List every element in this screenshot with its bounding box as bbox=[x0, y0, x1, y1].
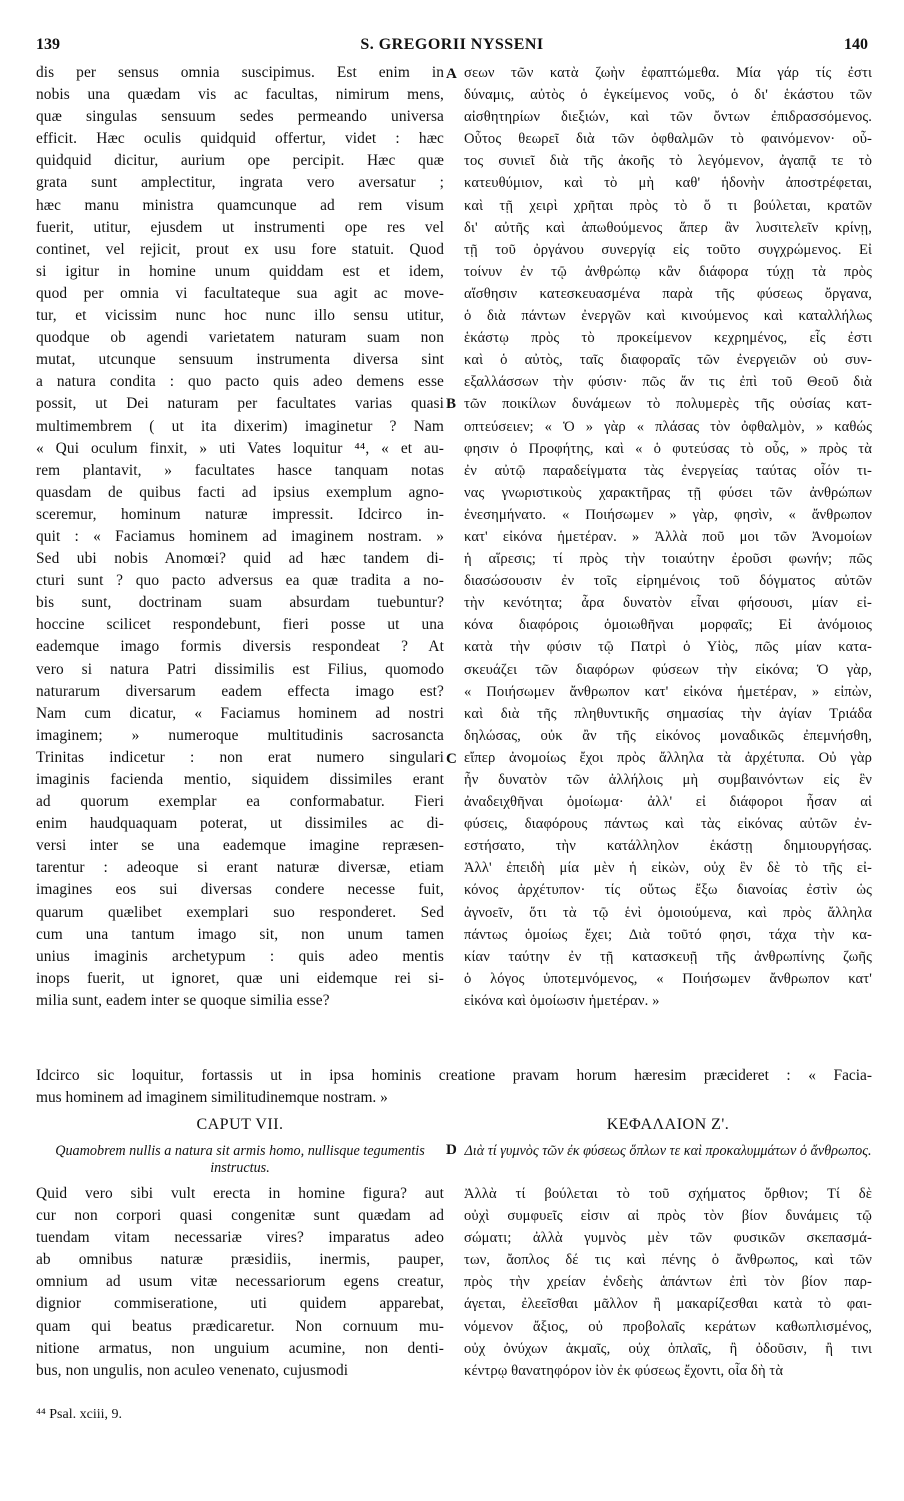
text-line: κόνος ἀρχέτυπον· τίς οὕτως ἔξω διανοίας ἐστὶν ὡς bbox=[464, 882, 872, 899]
text-line: mutat, utcunque sensuum instrumenta diversa sint bbox=[36, 351, 444, 369]
text-line: dis per sensus omnia suscipimus. Est enim in bbox=[36, 64, 444, 81]
text-line: Sed ubi nobis Anomœi? quid ad hæc tandem di- bbox=[36, 550, 444, 568]
chapter-subtitle-latin: Quamobrem nullis a natura sit armis homo, nullisque tegumentis instructus. bbox=[55, 1143, 425, 1176]
text-line: ἡ αἵρεσις; τί πρὸς τὴν τοιαύτην ἐροῦσι φωνήν; πῶς bbox=[464, 551, 872, 568]
text-line: bus, non ungulis, non aculeo venenato, cujusmodi bbox=[36, 1361, 349, 1379]
text-line: a natura condita : quo pacto quis adeo demens esse bbox=[36, 373, 444, 391]
text-line: κόνα διαφόροις ὁμοιωθῆναι μορφαῖς; Εἰ ἀνόμοιος bbox=[464, 617, 872, 634]
text-line: καὶ διὰ τῆς πληθυντικῆς σημασίας τὴν ἁγίαν Τριάδα bbox=[464, 705, 872, 722]
text-line: φύσεις, διαφόρους πάντως καὶ τὰς εἰκόνας αὐτῶν ἐν- bbox=[464, 816, 872, 833]
text-line: dignior commiseratione, uti quidem apparebat, bbox=[36, 1295, 444, 1313]
text-line: quod per omnia vi facultateque sua agit ac move- bbox=[36, 284, 444, 302]
text-line: δηλώσας, οὐκ ἂν τῆς εἰκόνος μοναδικῶς ἐπεμνήσθη, bbox=[464, 727, 872, 744]
text-line: Οὗτος θεωρεῖ διὰ τῶν ὀφθαλμῶν τὸ φαινόμενον· οὗ- bbox=[464, 131, 872, 148]
text-line: ὁ διὰ πάντων ἐνεργῶν καὶ κινούμενος καὶ καταλλήλως bbox=[464, 308, 872, 325]
text-line: imagines eos sui diversas condere necesse fuit, bbox=[36, 881, 444, 899]
text-line: grata sunt amplectitur, ingrata vero aversatur ; bbox=[36, 174, 444, 192]
text-line: « Ποιήσωμεν ἄνθρωπον κατ' εἰκόνα ἡμετέραν, » εἰπὼν, bbox=[464, 683, 872, 700]
text-line: τοίνυν ἐν τῷ ἀνθρώπῳ κἂν διάφορα τύχῃ τὰ πρὸς bbox=[464, 263, 872, 280]
text-line: εξαλλάσσων τὴν φύσιν· πῶς ἄν τις ἐπὶ τοῦ Θεοῦ διὰ bbox=[464, 374, 872, 391]
text-line: τος συνιεῖ διὰ τῆς ἀκοῆς τὸ λεγόμενον, ἀγαπᾷ τε τὸ bbox=[464, 153, 872, 170]
text-line: Ἀλλὰ τί βούλεται τὸ τοῦ σχήματος ὄρθιον; Τί δὲ bbox=[464, 1186, 872, 1202]
text-line: nobis una quædam vis ac facultas, nimirum mens, bbox=[36, 86, 444, 104]
running-title: S. GREGORII NYSSENI bbox=[360, 36, 544, 53]
chapter-subtitle-greek: Διὰ τί γυμνὸς τῶν ἐκ φύσεως ὅπλων τε καὶ προκαλυμμάτων ὁ ἄνθρωπος. bbox=[464, 1143, 872, 1159]
text-line: οὐχ ὀνύχων ἀκμαῖς, οὐχ ὁπλαῖς, ἢ ὀδοῦσιν, ἢ τινι bbox=[464, 1340, 872, 1357]
text-line: κέντρῳ θανατηφόρον ἰὸν ἐκ φύσεως ἔχοντι, οἷα δὴ τὰ bbox=[464, 1362, 784, 1379]
section-marker-a: A bbox=[446, 66, 457, 82]
text-line: multimembrem ( ut ita dixerim) imaginetur ? Nam bbox=[36, 417, 444, 435]
text-line: efficit. Hæc oculis quidquid offertur, videt : hæc bbox=[36, 130, 444, 148]
text-line: νόμενον ἄξιος, οὐ προβολαῖς κεράτων καθωπλισμένος, bbox=[464, 1318, 872, 1335]
text-line: ad quorum exemplar ea conformabatur. Fieri bbox=[36, 793, 444, 811]
text-line: δύναμις, αὐτὸς ὁ ἐγκείμενος νοῦς, ὁ δι' ἑκάστου τῶν bbox=[464, 87, 872, 104]
text-line: ab omnibus naturæ præsidiis, inermis, pauper, bbox=[36, 1251, 444, 1269]
text-line: ἀναδειχθῆναι ὁμοίωμα· ἀλλ' εἰ διάφοροι ἦσαν αἱ bbox=[464, 794, 872, 811]
text-line: quasdam de quibus facti ad ipsius exemplum agno- bbox=[36, 483, 444, 501]
text-line: οπτεύσειεν; « Ὁ » γὰρ « πλάσας τὸν ὀφθαλμὸν, » καθώς bbox=[464, 418, 872, 435]
text-line: bis sunt, doctrinam suam absurdam tuebuntur? bbox=[36, 594, 444, 612]
chapter-title-latin: CAPUT VII. bbox=[196, 1116, 284, 1133]
text-line: quit : « Faciamus hominem ad imaginem nostram. » bbox=[36, 527, 444, 545]
text-line: fuerit, utitur, ejusdem ut instrumenti ope res vel bbox=[36, 218, 444, 236]
text-line: possit, ut Dei naturam per facultates varias quasi bbox=[36, 395, 444, 413]
text-line: inops fuerit, ut ignoret, quæ uni eidemque rei si- bbox=[36, 969, 444, 987]
text-line: εἴπερ ἀνομοίως ἔχοι πρὸς ἄλληλα τὰ ἀρχέτυπα. Οὐ γὰρ bbox=[464, 749, 872, 766]
text-line: nitione armatus, non unguium acumine, non denti- bbox=[36, 1339, 444, 1357]
text-line: Trinitas indicetur : non erat numero singulari bbox=[36, 748, 444, 766]
text-line: καὶ τῇ χειρὶ χρῆται πρὸς τὸ ὅ τι βούλεται, κρατῶν bbox=[464, 197, 872, 214]
text-line: hæc manu ministra quamcunque ad rem visum bbox=[36, 196, 444, 214]
text-line: κατ' εἰκόνα ἡμετέραν. » Ἀλλὰ ποῦ μοι τῶν Ἀνομοίων bbox=[464, 528, 872, 545]
text-line: quæ singulas sensuum sedes permeando universa bbox=[36, 108, 444, 126]
full-width-paragraph bbox=[36, 1065, 872, 1109]
text-line: cturi sunt ? quo pacto adversus ea quæ tradita a no- bbox=[36, 572, 444, 590]
latin-column bbox=[36, 62, 444, 1012]
text-line: Ἀλλ' ἐπειδὴ μία μὲν ἡ εἰκὼν, οὐχ ἓν δὲ τὸ τῆς εἰ- bbox=[464, 860, 872, 877]
text-line: σεων τῶν κατὰ ζωὴν ἐφαπτώμεθα. Μία γάρ τίς ἐστι bbox=[464, 65, 872, 81]
text-line: πάντως ὁμοίως ἔχει; Διὰ τοῦτό φησι, τάχα τὴν κα- bbox=[464, 926, 872, 943]
text-line: Nam cum dicatur, « Faciamus hominem ad nostri bbox=[36, 704, 444, 722]
text-line: ἑκάστῳ πρὸς τὸ προκείμενον κεχρημένος, εἷς ἐστι bbox=[464, 330, 872, 347]
text-line: rem plantavit, » facultates hasce tanquam notas bbox=[36, 461, 444, 479]
text-line: continet, vel rejicit, prout ex usu fore statuit. Quod bbox=[36, 240, 444, 258]
text-line: tuendam vitam necessariæ vires? imparatus adeo bbox=[36, 1229, 444, 1247]
text-line: Quid vero sibi vult erecta in homine figura? aut bbox=[36, 1185, 444, 1202]
text-line: κατευθύμιον, καὶ τὸ μὴ καθ' ἡδονὴν ἀποστρέφεται, bbox=[464, 175, 872, 192]
text-line: κατὰ τὴν φύσιν τῷ Πατρὶ ὁ Υἱὸς, πῶς μίαν κατα- bbox=[464, 639, 872, 656]
footnote: ⁴⁴ Psal. xciii, 9. bbox=[36, 1407, 122, 1422]
text-line: si igitur in homine unum quiddam est et idem, bbox=[36, 262, 444, 280]
text-line: quam qui beatus prædicaretur. Non cornuum mu- bbox=[36, 1317, 444, 1335]
text-line: milia sunt, eadem inter se quoque similia esse? bbox=[36, 991, 330, 1009]
text-line: καὶ ὁ αὐτὸς, ταῖς διαφοραῖς τῶν ἐνεργειῶν οὐ συν- bbox=[464, 352, 872, 369]
text-line: omnium ad usum vitæ necessariorum egens creatur, bbox=[36, 1273, 444, 1291]
greek-column bbox=[464, 62, 872, 1012]
text-line: cum una tantum imago sit, non unum tamen bbox=[36, 925, 444, 943]
page-number-left: 139 bbox=[36, 36, 60, 53]
text-line: quodque ob agendi varietatem naturam suam non bbox=[36, 329, 444, 347]
text-line: Idcirco sic loquitur, fortassis ut in ipsa hominis creatione pravam horum hæresim præcideret : « Facia- bbox=[36, 1067, 872, 1084]
text-line: unius imaginis archetypum : quis adeo mentis bbox=[36, 947, 444, 965]
text-line: εἰκόνα καὶ ὁμοίωσιν ἡμετέραν. » bbox=[464, 992, 660, 1009]
text-line: δι' αὐτῆς καὶ ἀπωθούμενος ἅπερ ἂν λυσιτελεῖν κρίνῃ, bbox=[464, 219, 872, 236]
text-line: quidquid dicitur, aurium ope percipit. Hæc quæ bbox=[36, 152, 444, 170]
text-line: των, ἄοπλος δέ τις καὶ πένης ὁ ἄνθρωπος, καὶ τῶν bbox=[464, 1252, 872, 1269]
text-line: sceremur, hominum naturæ impressit. Idcirco in- bbox=[36, 505, 444, 523]
text-line: πρὸς τὴν χρείαν ἐνδεὴς ἁπάντων ἐπὶ τὸν βίον παρ- bbox=[464, 1274, 872, 1291]
text-line: διασώσουσιν ἐν τοῖς εἰρημένοις τοῦ δόγματος αὐτῶν bbox=[464, 573, 872, 590]
text-line: tur, et vicissim nunc hoc nunc illo sensu utitur, bbox=[36, 307, 444, 325]
text-line: tarentur : adeoque si erant naturæ diversæ, etiam bbox=[36, 859, 444, 877]
page-number-right: 140 bbox=[844, 36, 868, 53]
text-line: αἴσθησιν κατεσκευασμένα παρὰ τῆς φύσεως ὄργανα, bbox=[464, 285, 872, 302]
text-line: ἐν αὐτῷ παραδείγματα τὰς ἐνεργείας ταύτας οἷόν τι- bbox=[464, 462, 872, 479]
text-line: άγεται, ἐλεεῖσθαι μᾶλλον ἢ μακαρίζεσθαι κατὰ τὸ φαι- bbox=[464, 1296, 872, 1313]
text-line: cur non corpori quasi congenitæ sunt quædam ad bbox=[36, 1207, 444, 1225]
text-line: τῶν ποικίλων δυνάμεων τὸ πολυμερὲς τῆς οὐσίας κατ- bbox=[464, 396, 872, 413]
text-line: enim haudquaquam poterat, ut dissimiles ac di- bbox=[36, 815, 444, 833]
section-marker-c: C bbox=[446, 751, 457, 767]
text-line: « Qui oculum finxit, » uti Vates loquitur ⁴⁴, « et au- bbox=[36, 439, 444, 457]
text-line: quarum quælibet exemplari suo responderet. Sed bbox=[36, 903, 444, 921]
text-line: σώματι; ἀλλὰ γυμνὸς μὲν τῶν φυσικῶν σκεπασμά- bbox=[464, 1230, 872, 1247]
text-line: vero si natura Patri dissimilis est Filius, quomodo bbox=[36, 660, 444, 678]
text-line: ἐνεσημήνατο. « Ποιήσωμεν » γὰρ, φησὶν, « ἄνθρωπον bbox=[464, 506, 872, 523]
text-line: τὴν κενότητα; ἆρα δυνατὸν εἶναι φήσουσι, μίαν εἰ- bbox=[464, 595, 872, 612]
text-line: hoccine scilicet respondebunt, fieri posse ut una bbox=[36, 616, 444, 634]
page-header bbox=[36, 36, 868, 60]
text-line: imaginis facienda mentio, siquidem dissimiles erant bbox=[36, 771, 444, 788]
text-line: αἰσθητηρίων διεξιών, καὶ τῶν ὄντων ἐπιδρασσόμενος. bbox=[464, 109, 872, 126]
text-line: ὁ λόγος ὑποτεμνόμενος, « Ποιήσωμεν ἄνθρωπον κατ' bbox=[464, 970, 872, 987]
chapter-title-greek: ΚΕΦΑΛΑΙΟΝ Ζ'. bbox=[606, 1116, 730, 1133]
text-line: κίαν ταύτην ἐν τῇ κατασκευῇ τῆς ἀνθρωπίνης ζωῆς bbox=[464, 948, 872, 965]
text-line: naturarum diversarum eadem effecta imago est? bbox=[36, 682, 444, 700]
latin-column-chapter bbox=[36, 1183, 444, 1382]
text-line: versi inter se una eademque imagine repræsen- bbox=[36, 837, 444, 855]
text-line: σκευάζει τῶν διαφόρων φύσεων τὴν εἰκόνα; Ὁ γὰρ, bbox=[464, 661, 872, 678]
greek-column-chapter bbox=[464, 1183, 872, 1382]
section-marker-b: B bbox=[446, 396, 457, 412]
text-line: τῇ τοῦ ὀργάνου συνεργίᾳ εἰς τοῦτο συγχρώμενος. Εἰ bbox=[464, 241, 872, 258]
section-marker-d: D bbox=[446, 1142, 457, 1158]
text-line: mus hominem ad imaginem similitudinemque nostram. » bbox=[36, 1089, 388, 1106]
text-line: eademque imago formis diversis respondeat ? At bbox=[36, 638, 444, 656]
text-line: νας γνωριστικοὺς χαρακτῆρας τῇ φύσει τῶν ἀνθρώπων bbox=[464, 484, 872, 501]
text-line: ἦν δυνατὸν τῶν ἀλλήλοις μὴ συμβαινόντων εἰς ἓν bbox=[464, 772, 872, 788]
text-line: ἀγνοεῖν, ὅτι τὰ τῷ ἑνὶ ὁμοιούμενα, καὶ πρὸς ἄλληλα bbox=[464, 904, 872, 921]
text-line: οὐχὶ συμφυεῖς εἰσιν αἱ πρὸς τὸν βίον δυνάμεις τῷ bbox=[464, 1208, 872, 1225]
text-line: εστήσατο, τὴν κατάλληλον ἑκάστῃ δημιουργήσας. bbox=[464, 838, 872, 855]
text-line: φησιν ὁ Προφήτης, καὶ « ὁ φυτεύσας τὸ οὖς, » πρὸς τὰ bbox=[464, 440, 872, 457]
text-line: imaginem; » numeroque multitudinis sacrosancta bbox=[36, 726, 444, 744]
